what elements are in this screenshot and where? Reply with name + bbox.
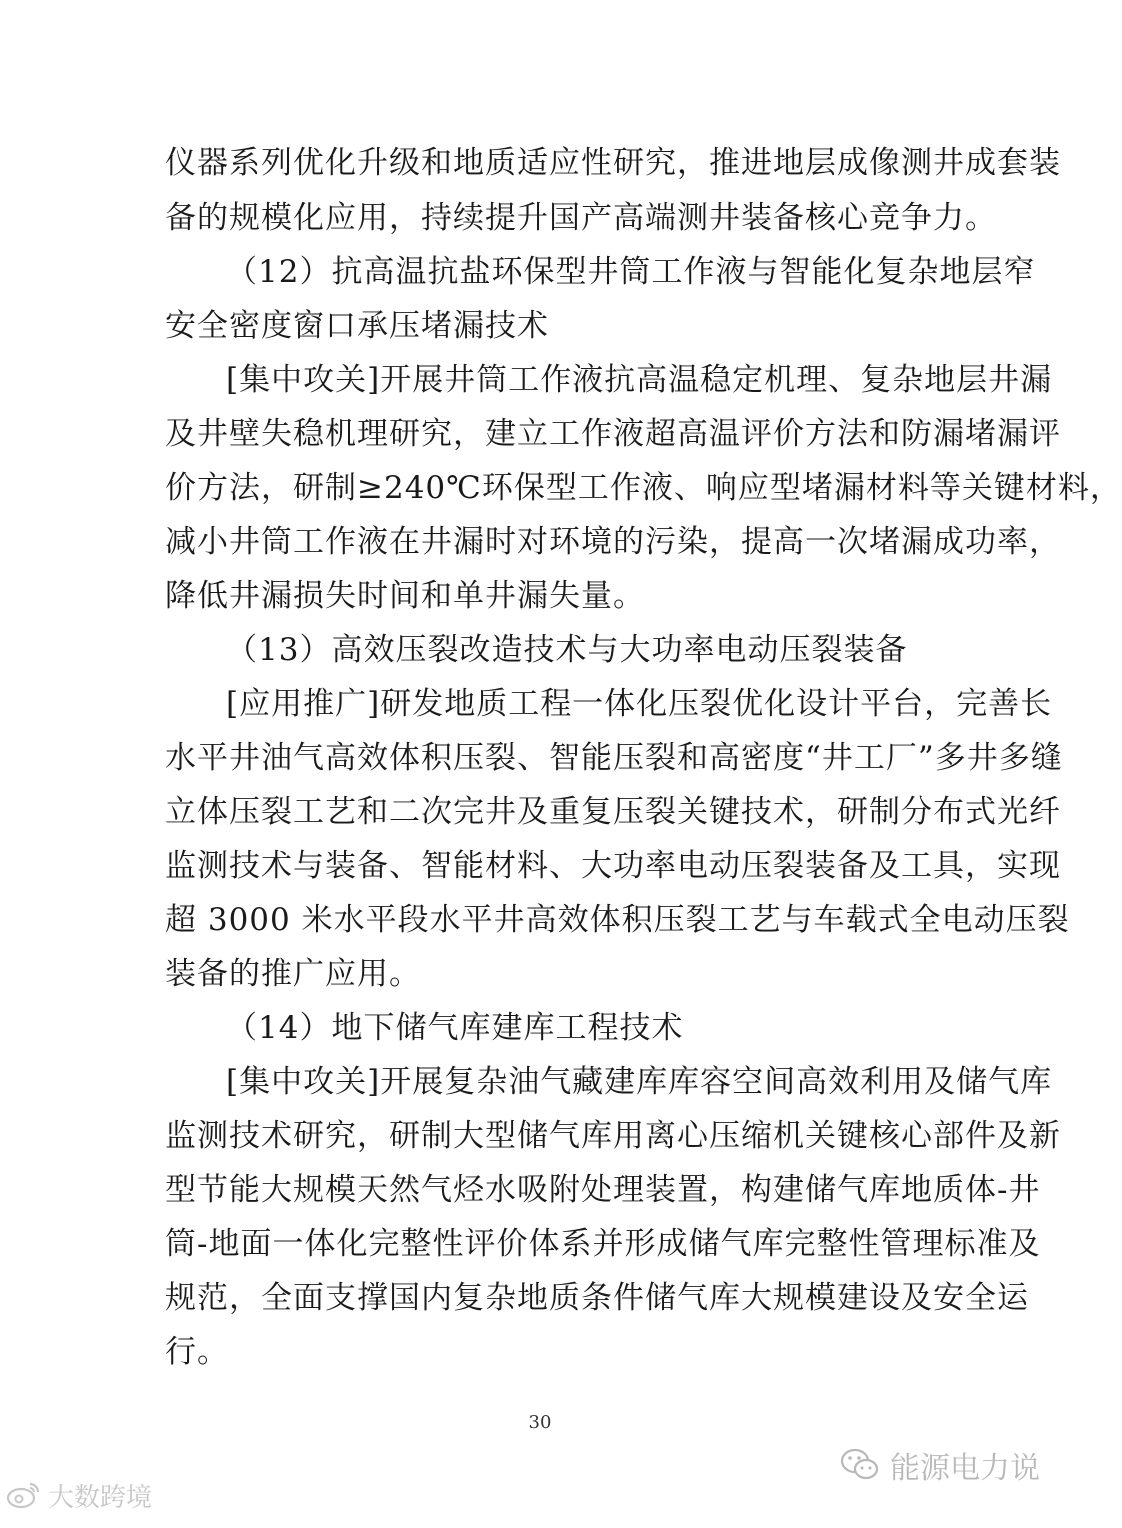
watermark-right-text: 能源电力说 bbox=[890, 1451, 1040, 1486]
section-heading-13: （13）高效压裂改造技术与大功率电动压裂装备 bbox=[226, 632, 908, 668]
section-heading-12-cont: 安全密度窗口承压堵漏技术 bbox=[165, 308, 549, 344]
body-line: 立体压裂工艺和二次完井及重复压裂关键技术，研制分布式光纤 bbox=[165, 794, 1061, 830]
body-line: 降低井漏损失时间和单井漏失量。 bbox=[165, 578, 645, 614]
body-line: 备的规模化应用，持续提升国产高端测井装备核心竞争力。 bbox=[165, 200, 997, 236]
body-line: 减小井筒工作液在井漏时对环境的污染，提高一次堵漏成功率， bbox=[165, 524, 1061, 560]
watermark-left-text: 大数跨境 bbox=[48, 1482, 153, 1513]
body-line: 规范，全面支撑国内复杂地质条件储气库大规模建设及安全运 bbox=[165, 1280, 1029, 1316]
body-line: 装备的推广应用。 bbox=[165, 956, 421, 992]
section-heading-12: （12）抗高温抗盐环保型井筒工作液与智能化复杂地层窄 bbox=[226, 254, 1036, 290]
body-line: 水平井油气高效体积压裂、智能压裂和高密度“井工厂”多井多缝 bbox=[165, 740, 1063, 776]
watermark-left bbox=[6, 1475, 152, 1515]
body-line: [集中攻关]开展井筒工作液抗高温稳定机理、复杂地层井漏 bbox=[226, 362, 1053, 398]
body-line: 监测技术与装备、智能材料、大功率电动压裂装备及工具，实现 bbox=[165, 848, 1061, 884]
body-line: 筒-地面一体化完整性评价体系并形成储气库完整性管理标准及 bbox=[165, 1226, 1041, 1262]
body-line: 价方法，研制≥240℃环保型工作液、响应型堵漏材料等关键材料， bbox=[165, 470, 1122, 506]
section-heading-14: （14）地下储气库建库工程技术 bbox=[226, 1010, 684, 1046]
page-number: 30 bbox=[528, 1412, 552, 1433]
body-line: 监测技术研究，研制大型储气库用离心压缩机关键核心部件及新 bbox=[165, 1118, 1061, 1154]
body-line: 超 3000 米水平段水平井高效体积压裂工艺与车载式全电动压裂 bbox=[165, 902, 1070, 938]
body-line: [集中攻关]开展复杂油气藏建库库容空间高效利用及储气库 bbox=[226, 1064, 1053, 1100]
body-line: 行。 bbox=[165, 1334, 229, 1370]
body-line: [应用推广]研发地质工程一体化压裂优化设计平台，完善长 bbox=[226, 686, 1053, 722]
body-line: 仪器系列优化升级和地质适应性研究，推进地层成像测井成套装 bbox=[165, 145, 1061, 181]
wechat-icon bbox=[840, 1448, 880, 1482]
weibo-icon bbox=[6, 1480, 42, 1510]
body-line: 型节能大规模天然气烃水吸附处理装置，构建储气库地质体-井 bbox=[165, 1172, 1041, 1208]
watermark-right bbox=[840, 1443, 1040, 1487]
body-line: 及井壁失稳机理研究，建立工作液超高温评价方法和防漏堵漏评 bbox=[165, 416, 1061, 452]
